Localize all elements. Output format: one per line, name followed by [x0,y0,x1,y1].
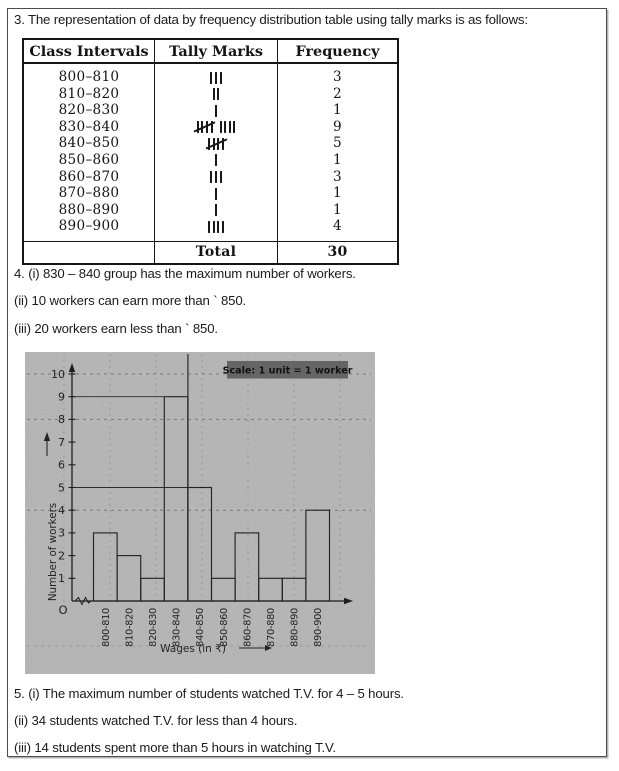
tally-marks-cell [155,119,278,136]
table-row [23,135,398,152]
frequency-cell: 1 [333,201,342,218]
x-category-label: 810-820 [124,608,136,647]
class-interval-cell: 800–810 [23,63,155,86]
tally-marks-cell [155,152,278,169]
answer-4-i: 4. (i) 830 – 840 group has the maximum number of workers. [14,266,356,281]
tally-marks-cell [155,135,278,152]
class-interval-cell: 830–840 [23,119,155,136]
x-axis-title: Wages (in ₹) [160,643,226,655]
y-tick-label: 10 [51,367,65,381]
tally-marks [209,171,222,183]
tally-marks-cell [155,185,278,202]
answer-5-iii: (iii) 14 students spent more than 5 hours in watching T.V. [14,740,336,755]
y-tick-label: 3 [58,526,65,540]
class-interval-cell: 840–850 [23,135,155,152]
tally-marks-cell [155,169,278,186]
table-row [23,218,398,241]
y-tick-label: 9 [58,390,65,404]
question-3-statement: 3. The representation of data by frequency distribution table using tally marks is as follows: [14,12,528,27]
y-tick-label: 5 [58,481,65,495]
table-row [23,63,398,86]
table-row [23,119,398,136]
tally-marks-cell [155,102,278,119]
freq-table-body [23,63,398,241]
frequency-cell: 1 [333,151,342,168]
class-interval-cell: 810–820 [23,86,155,103]
frequency-cell: 4 [333,218,342,235]
frequency-cell: 5 [333,135,342,152]
tally-marks [214,154,218,166]
table-row [23,102,398,119]
class-interval-cell: 860–870 [23,169,155,186]
col-header-class-intervals: Class Intervals [23,39,155,63]
frequency-cell: 3 [333,69,342,85]
x-category-label: 890-900 [313,608,325,647]
total-empty-cell [23,241,155,264]
tally-marks [214,188,218,200]
tally-marks-cell [155,218,278,241]
frequency-cell: 1 [333,102,342,119]
col-header-tally-marks: Tally Marks [155,39,278,63]
answer-4-iii: (iii) 20 workers earn less than ` 850. [14,321,218,336]
table-row [23,152,398,169]
x-category-label: 830-840 [171,608,183,647]
answer-5-ii: (ii) 34 students watched T.V. for less than 4 hours. [14,713,298,728]
tally-marks [212,88,221,100]
total-value: 30 [278,241,399,264]
answer-4-ii: (ii) 10 workers can earn more than ` 850. [14,293,247,308]
class-interval-cell: 880–890 [23,202,155,219]
tally-marks-cell [155,63,278,86]
wages-histogram-svg [25,352,375,674]
tally-marks-cell [155,202,278,219]
x-category-label: 820-830 [148,608,159,647]
x-category-label: 800-810 [100,608,112,647]
table-header-row [23,39,398,63]
y-tick-label: 4 [58,504,65,517]
y-axis-title: Number of workers [47,502,59,602]
tally-marks [207,138,225,150]
y-tick-label: 1 [58,572,65,586]
y-tick-label: 2 [58,549,65,563]
class-interval-cell: 820–830 [23,102,155,119]
table-row [23,202,398,219]
frequency-cell: 2 [333,85,342,102]
origin-label: O [58,603,68,617]
total-row [23,241,398,264]
y-tick-label: 7 [58,435,65,449]
answer-5-i: 5. (i) The maximum number of students watched T.V. for 4 – 5 hours. [14,686,404,701]
col-header-frequency: Frequency [278,39,399,63]
tally-marks [214,105,218,117]
x-category-label: 860-870 [242,608,254,647]
frequency-cell: 9 [333,118,342,135]
tally-marks [214,204,218,216]
class-interval-cell: 890–900 [23,218,155,241]
table-row [23,86,398,103]
x-category-label: 880-890 [289,608,301,647]
total-label: Total [155,241,278,264]
tally-marks-cell [155,86,278,103]
x-category-label: 850-860 [218,608,230,647]
frequency-cell: 3 [333,168,342,185]
frequency-cell: 1 [333,185,342,202]
x-category-label: 870-880 [266,608,277,647]
x-category-label: 840-850 [195,608,207,647]
class-interval-cell: 870–880 [23,185,155,202]
scale-note: Scale: 1 unit = 1 worker [222,365,353,377]
y-tick-label: 8 [58,413,65,427]
table-row [23,185,398,202]
scanned-histogram-figure [25,352,375,674]
tally-marks [207,221,225,233]
tally-marks [209,72,222,84]
table-row [23,169,398,186]
class-interval-cell: 850–860 [23,152,155,169]
tally-marks [196,121,237,133]
y-tick-label: 6 [58,458,65,472]
frequency-table [22,38,399,265]
